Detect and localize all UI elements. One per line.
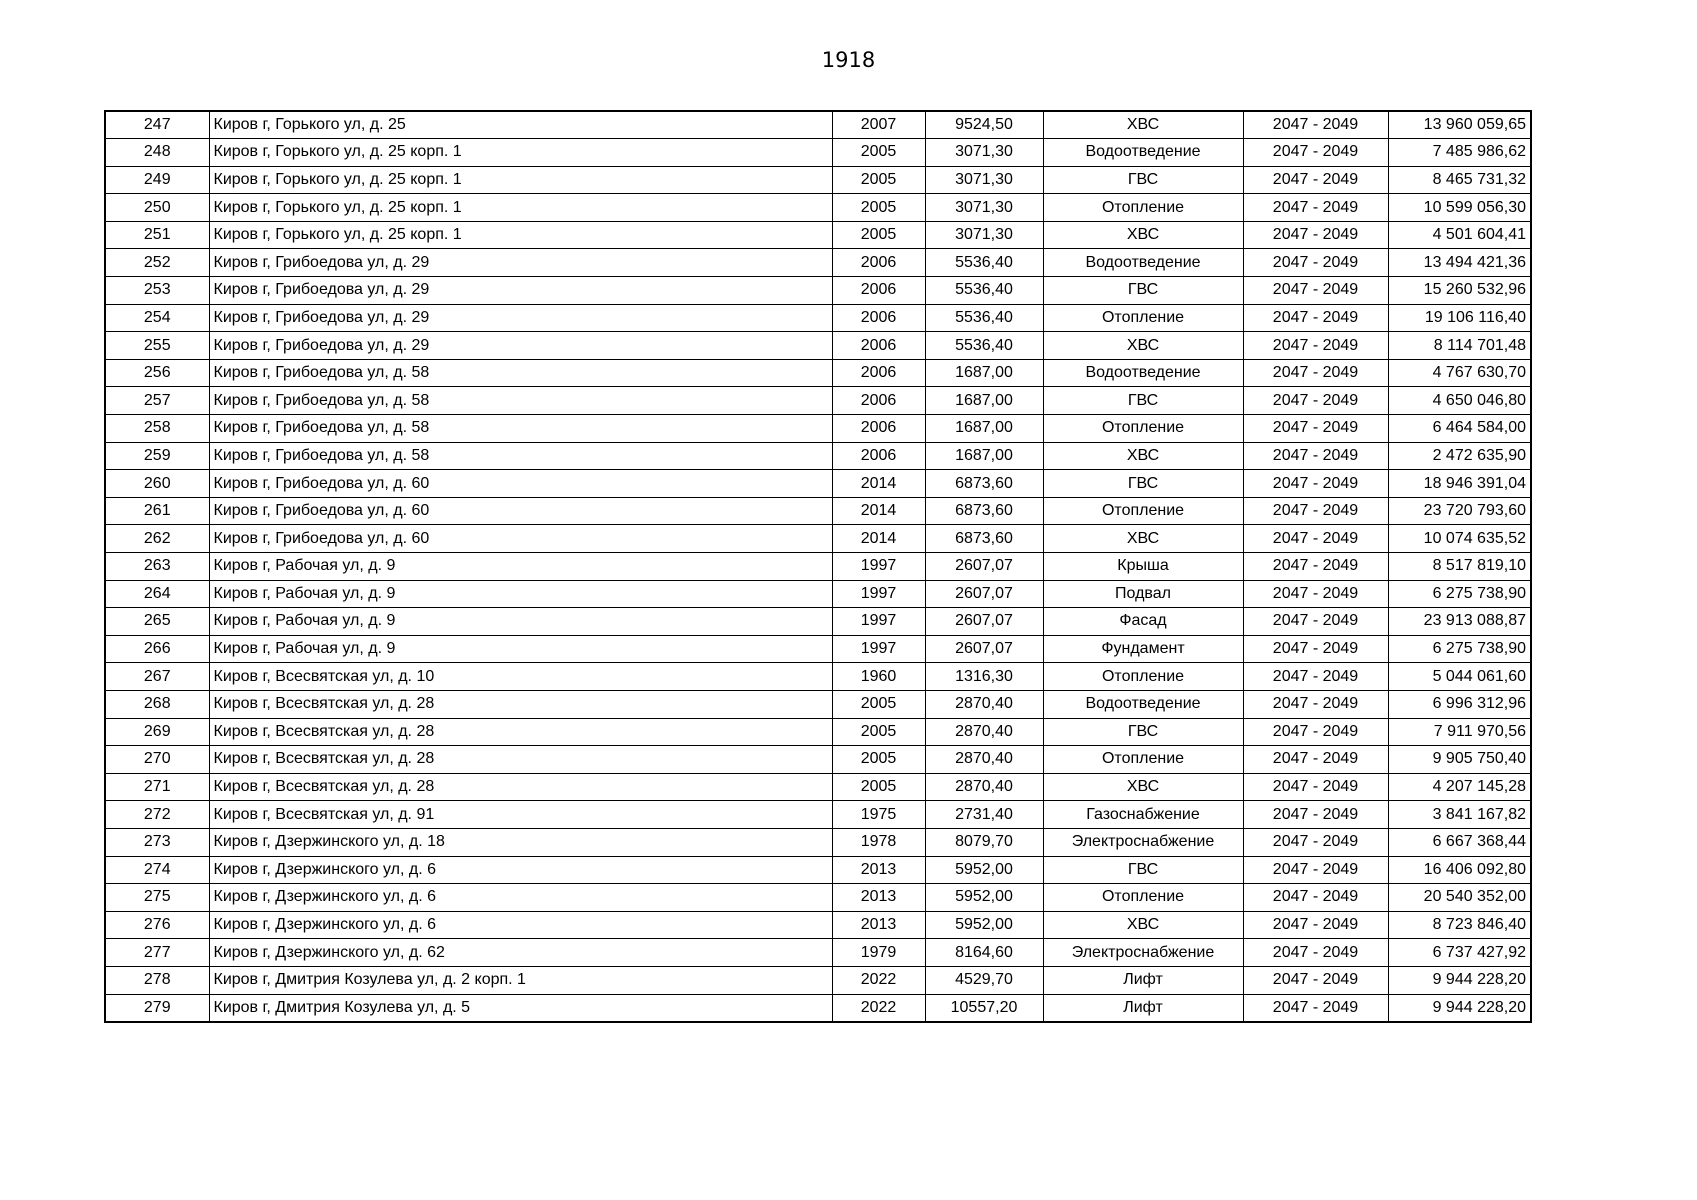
build-year-cell: 2005 [832, 718, 925, 746]
row-number-cell: 265 [105, 608, 209, 636]
period-cell: 2047 - 2049 [1243, 359, 1388, 387]
table-row [105, 139, 1531, 167]
table-row [105, 387, 1531, 415]
cost-cell: 7 485 986,62 [1388, 139, 1531, 167]
table-body [105, 111, 1531, 1022]
period-cell: 2047 - 2049 [1243, 304, 1388, 332]
build-year-cell: 2013 [832, 856, 925, 884]
address-cell: Киров г, Грибоедова ул, д. 29 [209, 277, 832, 305]
table-row [105, 497, 1531, 525]
work-type-cell: Водоотведение [1043, 139, 1243, 167]
build-year-cell: 2022 [832, 994, 925, 1022]
cost-cell: 3 841 167,82 [1388, 801, 1531, 829]
area-cell: 8164,60 [925, 939, 1043, 967]
address-cell: Киров г, Дзержинского ул, д. 62 [209, 939, 832, 967]
row-number-cell: 275 [105, 884, 209, 912]
cost-cell: 8 517 819,10 [1388, 553, 1531, 581]
table-row [105, 773, 1531, 801]
area-cell: 10557,20 [925, 994, 1043, 1022]
build-year-cell: 2005 [832, 746, 925, 774]
row-number-cell: 269 [105, 718, 209, 746]
work-type-cell: Водоотведение [1043, 249, 1243, 277]
cost-cell: 9 905 750,40 [1388, 746, 1531, 774]
build-year-cell: 2005 [832, 773, 925, 801]
period-cell: 2047 - 2049 [1243, 801, 1388, 829]
area-cell: 1687,00 [925, 442, 1043, 470]
cost-cell: 8 114 701,48 [1388, 332, 1531, 360]
build-year-cell: 1979 [832, 939, 925, 967]
area-cell: 2870,40 [925, 718, 1043, 746]
work-type-cell: Электроснабжение [1043, 828, 1243, 856]
address-cell: Киров г, Рабочая ул, д. 9 [209, 553, 832, 581]
work-type-cell: Отопление [1043, 663, 1243, 691]
work-type-cell: ГВС [1043, 387, 1243, 415]
cost-cell: 6 667 368,44 [1388, 828, 1531, 856]
cost-cell: 7 911 970,56 [1388, 718, 1531, 746]
period-cell: 2047 - 2049 [1243, 497, 1388, 525]
work-type-cell: Отопление [1043, 415, 1243, 443]
table-row [105, 442, 1531, 470]
address-cell: Киров г, Грибоедова ул, д. 60 [209, 497, 832, 525]
area-cell: 2870,40 [925, 746, 1043, 774]
build-year-cell: 2005 [832, 690, 925, 718]
cost-cell: 9 944 228,20 [1388, 966, 1531, 994]
page-number: 1918 [821, 48, 876, 72]
table-row [105, 718, 1531, 746]
table-row [105, 304, 1531, 332]
cost-cell: 10 599 056,30 [1388, 194, 1531, 222]
period-cell: 2047 - 2049 [1243, 332, 1388, 360]
build-year-cell: 1978 [832, 828, 925, 856]
cost-cell: 8 465 731,32 [1388, 166, 1531, 194]
build-year-cell: 2005 [832, 221, 925, 249]
build-year-cell: 2013 [832, 884, 925, 912]
table-row [105, 111, 1531, 139]
period-cell: 2047 - 2049 [1243, 194, 1388, 222]
address-cell: Киров г, Горького ул, д. 25 корп. 1 [209, 166, 832, 194]
work-type-cell: ХВС [1043, 911, 1243, 939]
table-row [105, 359, 1531, 387]
table-row [105, 663, 1531, 691]
build-year-cell: 1975 [832, 801, 925, 829]
area-cell: 1316,30 [925, 663, 1043, 691]
row-number-cell: 254 [105, 304, 209, 332]
cost-cell: 13 960 059,65 [1388, 111, 1531, 139]
table-row [105, 884, 1531, 912]
period-cell: 2047 - 2049 [1243, 663, 1388, 691]
build-year-cell: 2006 [832, 304, 925, 332]
period-cell: 2047 - 2049 [1243, 580, 1388, 608]
period-cell: 2047 - 2049 [1243, 221, 1388, 249]
row-number-cell: 249 [105, 166, 209, 194]
work-type-cell: Отопление [1043, 497, 1243, 525]
row-number-cell: 258 [105, 415, 209, 443]
address-cell: Киров г, Грибоедова ул, д. 29 [209, 249, 832, 277]
table-row [105, 249, 1531, 277]
row-number-cell: 255 [105, 332, 209, 360]
table-row [105, 525, 1531, 553]
area-cell: 5536,40 [925, 304, 1043, 332]
period-cell: 2047 - 2049 [1243, 690, 1388, 718]
row-number-cell: 266 [105, 635, 209, 663]
period-cell: 2047 - 2049 [1243, 277, 1388, 305]
period-cell: 2047 - 2049 [1243, 828, 1388, 856]
work-type-cell: Отопление [1043, 304, 1243, 332]
table-row [105, 801, 1531, 829]
build-year-cell: 2014 [832, 470, 925, 498]
build-year-cell: 1960 [832, 663, 925, 691]
row-number-cell: 262 [105, 525, 209, 553]
work-type-cell: Электроснабжение [1043, 939, 1243, 967]
build-year-cell: 1997 [832, 635, 925, 663]
work-type-cell: ХВС [1043, 221, 1243, 249]
period-cell: 2047 - 2049 [1243, 442, 1388, 470]
area-cell: 6873,60 [925, 470, 1043, 498]
build-year-cell: 1997 [832, 553, 925, 581]
build-year-cell: 1997 [832, 580, 925, 608]
table-row [105, 856, 1531, 884]
table-row [105, 635, 1531, 663]
address-cell: Киров г, Всесвятская ул, д. 28 [209, 746, 832, 774]
cost-cell: 4 650 046,80 [1388, 387, 1531, 415]
work-type-cell: ГВС [1043, 277, 1243, 305]
period-cell: 2047 - 2049 [1243, 139, 1388, 167]
address-cell: Киров г, Грибоедова ул, д. 58 [209, 415, 832, 443]
period-cell: 2047 - 2049 [1243, 773, 1388, 801]
build-year-cell: 2014 [832, 497, 925, 525]
row-number-cell: 259 [105, 442, 209, 470]
row-number-cell: 271 [105, 773, 209, 801]
period-cell: 2047 - 2049 [1243, 608, 1388, 636]
build-year-cell: 2022 [832, 966, 925, 994]
table-row [105, 166, 1531, 194]
row-number-cell: 263 [105, 553, 209, 581]
row-number-cell: 267 [105, 663, 209, 691]
cost-cell: 6 996 312,96 [1388, 690, 1531, 718]
address-cell: Киров г, Грибоедова ул, д. 60 [209, 525, 832, 553]
row-number-cell: 278 [105, 966, 209, 994]
address-cell: Киров г, Рабочая ул, д. 9 [209, 608, 832, 636]
area-cell: 2607,07 [925, 635, 1043, 663]
build-year-cell: 2005 [832, 139, 925, 167]
area-cell: 1687,00 [925, 387, 1043, 415]
row-number-cell: 260 [105, 470, 209, 498]
work-type-cell: Лифт [1043, 994, 1243, 1022]
period-cell: 2047 - 2049 [1243, 553, 1388, 581]
cost-cell: 2 472 635,90 [1388, 442, 1531, 470]
build-year-cell: 2014 [832, 525, 925, 553]
address-cell: Киров г, Дзержинского ул, д. 6 [209, 884, 832, 912]
cost-cell: 16 406 092,80 [1388, 856, 1531, 884]
work-type-cell: ХВС [1043, 332, 1243, 360]
work-type-cell: Водоотведение [1043, 359, 1243, 387]
table-row [105, 828, 1531, 856]
repair-schedule-table [104, 110, 1532, 1023]
row-number-cell: 272 [105, 801, 209, 829]
work-type-cell: ХВС [1043, 442, 1243, 470]
table-row [105, 580, 1531, 608]
area-cell: 2870,40 [925, 690, 1043, 718]
cost-cell: 8 723 846,40 [1388, 911, 1531, 939]
address-cell: Киров г, Всесвятская ул, д. 28 [209, 690, 832, 718]
cost-cell: 4 767 630,70 [1388, 359, 1531, 387]
cost-cell: 20 540 352,00 [1388, 884, 1531, 912]
table-row [105, 221, 1531, 249]
build-year-cell: 2006 [832, 415, 925, 443]
work-type-cell: Подвал [1043, 580, 1243, 608]
work-type-cell: Лифт [1043, 966, 1243, 994]
period-cell: 2047 - 2049 [1243, 994, 1388, 1022]
period-cell: 2047 - 2049 [1243, 387, 1388, 415]
build-year-cell: 2006 [832, 277, 925, 305]
row-number-cell: 252 [105, 249, 209, 277]
table-row [105, 994, 1531, 1022]
area-cell: 5536,40 [925, 332, 1043, 360]
cost-cell: 6 464 584,00 [1388, 415, 1531, 443]
address-cell: Киров г, Грибоедова ул, д. 29 [209, 332, 832, 360]
area-cell: 8079,70 [925, 828, 1043, 856]
build-year-cell: 2006 [832, 387, 925, 415]
period-cell: 2047 - 2049 [1243, 718, 1388, 746]
address-cell: Киров г, Дзержинского ул, д. 6 [209, 911, 832, 939]
address-cell: Киров г, Всесвятская ул, д. 10 [209, 663, 832, 691]
address-cell: Киров г, Грибоедова ул, д. 60 [209, 470, 832, 498]
row-number-cell: 253 [105, 277, 209, 305]
address-cell: Киров г, Грибоедова ул, д. 58 [209, 359, 832, 387]
period-cell: 2047 - 2049 [1243, 635, 1388, 663]
row-number-cell: 264 [105, 580, 209, 608]
build-year-cell: 2005 [832, 166, 925, 194]
cost-cell: 10 074 635,52 [1388, 525, 1531, 553]
cost-cell: 6 275 738,90 [1388, 635, 1531, 663]
work-type-cell: ГВС [1043, 166, 1243, 194]
area-cell: 1687,00 [925, 359, 1043, 387]
build-year-cell: 2007 [832, 111, 925, 139]
row-number-cell: 270 [105, 746, 209, 774]
cost-cell: 23 720 793,60 [1388, 497, 1531, 525]
area-cell: 2870,40 [925, 773, 1043, 801]
period-cell: 2047 - 2049 [1243, 939, 1388, 967]
build-year-cell: 2006 [832, 442, 925, 470]
row-number-cell: 279 [105, 994, 209, 1022]
build-year-cell: 1997 [832, 608, 925, 636]
table-row [105, 911, 1531, 939]
cost-cell: 18 946 391,04 [1388, 470, 1531, 498]
address-cell: Киров г, Всесвятская ул, д. 28 [209, 718, 832, 746]
table-row [105, 470, 1531, 498]
work-type-cell: ХВС [1043, 111, 1243, 139]
address-cell: Киров г, Дмитрия Козулева ул, д. 2 корп. 1 [209, 966, 832, 994]
work-type-cell: Газоснабжение [1043, 801, 1243, 829]
row-number-cell: 251 [105, 221, 209, 249]
address-cell: Киров г, Грибоедова ул, д. 58 [209, 387, 832, 415]
work-type-cell: ГВС [1043, 470, 1243, 498]
build-year-cell: 2005 [832, 194, 925, 222]
period-cell: 2047 - 2049 [1243, 746, 1388, 774]
table-row [105, 332, 1531, 360]
area-cell: 9524,50 [925, 111, 1043, 139]
table-row [105, 415, 1531, 443]
build-year-cell: 2006 [832, 249, 925, 277]
address-cell: Киров г, Всесвятская ул, д. 91 [209, 801, 832, 829]
address-cell: Киров г, Дзержинского ул, д. 6 [209, 856, 832, 884]
cost-cell: 23 913 088,87 [1388, 608, 1531, 636]
period-cell: 2047 - 2049 [1243, 249, 1388, 277]
area-cell: 2607,07 [925, 608, 1043, 636]
address-cell: Киров г, Всесвятская ул, д. 28 [209, 773, 832, 801]
address-cell: Киров г, Дмитрия Козулева ул, д. 5 [209, 994, 832, 1022]
cost-cell: 6 737 427,92 [1388, 939, 1531, 967]
address-cell: Киров г, Рабочая ул, д. 9 [209, 580, 832, 608]
cost-cell: 6 275 738,90 [1388, 580, 1531, 608]
row-number-cell: 257 [105, 387, 209, 415]
period-cell: 2047 - 2049 [1243, 966, 1388, 994]
cost-cell: 13 494 421,36 [1388, 249, 1531, 277]
table-row [105, 608, 1531, 636]
row-number-cell: 273 [105, 828, 209, 856]
work-type-cell: Фасад [1043, 608, 1243, 636]
period-cell: 2047 - 2049 [1243, 525, 1388, 553]
work-type-cell: Водоотведение [1043, 690, 1243, 718]
row-number-cell: 268 [105, 690, 209, 718]
period-cell: 2047 - 2049 [1243, 415, 1388, 443]
row-number-cell: 274 [105, 856, 209, 884]
address-cell: Киров г, Горького ул, д. 25 корп. 1 [209, 221, 832, 249]
cost-cell: 9 944 228,20 [1388, 994, 1531, 1022]
table-row [105, 939, 1531, 967]
area-cell: 3071,30 [925, 221, 1043, 249]
address-cell: Киров г, Горького ул, д. 25 [209, 111, 832, 139]
area-cell: 6873,60 [925, 497, 1043, 525]
area-cell: 1687,00 [925, 415, 1043, 443]
area-cell: 3071,30 [925, 166, 1043, 194]
area-cell: 5952,00 [925, 884, 1043, 912]
table-row [105, 553, 1531, 581]
row-number-cell: 277 [105, 939, 209, 967]
table-row [105, 966, 1531, 994]
build-year-cell: 2006 [832, 359, 925, 387]
area-cell: 5952,00 [925, 856, 1043, 884]
build-year-cell: 2006 [832, 332, 925, 360]
area-cell: 5536,40 [925, 277, 1043, 305]
cost-cell: 15 260 532,96 [1388, 277, 1531, 305]
period-cell: 2047 - 2049 [1243, 856, 1388, 884]
work-type-cell: ХВС [1043, 525, 1243, 553]
address-cell: Киров г, Грибоедова ул, д. 29 [209, 304, 832, 332]
period-cell: 2047 - 2049 [1243, 884, 1388, 912]
table-row [105, 746, 1531, 774]
row-number-cell: 247 [105, 111, 209, 139]
period-cell: 2047 - 2049 [1243, 111, 1388, 139]
work-type-cell: Отопление [1043, 194, 1243, 222]
period-cell: 2047 - 2049 [1243, 470, 1388, 498]
area-cell: 2731,40 [925, 801, 1043, 829]
address-cell: Киров г, Грибоедова ул, д. 58 [209, 442, 832, 470]
address-cell: Киров г, Дзержинского ул, д. 18 [209, 828, 832, 856]
cost-cell: 4 501 604,41 [1388, 221, 1531, 249]
address-cell: Киров г, Горького ул, д. 25 корп. 1 [209, 194, 832, 222]
work-type-cell: Фундамент [1043, 635, 1243, 663]
address-cell: Киров г, Горького ул, д. 25 корп. 1 [209, 139, 832, 167]
table-row [105, 194, 1531, 222]
period-cell: 2047 - 2049 [1243, 166, 1388, 194]
row-number-cell: 261 [105, 497, 209, 525]
area-cell: 6873,60 [925, 525, 1043, 553]
area-cell: 2607,07 [925, 553, 1043, 581]
table-row [105, 277, 1531, 305]
row-number-cell: 248 [105, 139, 209, 167]
work-type-cell: ГВС [1043, 718, 1243, 746]
area-cell: 3071,30 [925, 139, 1043, 167]
row-number-cell: 276 [105, 911, 209, 939]
work-type-cell: ГВС [1043, 856, 1243, 884]
cost-cell: 4 207 145,28 [1388, 773, 1531, 801]
area-cell: 3071,30 [925, 194, 1043, 222]
area-cell: 5536,40 [925, 249, 1043, 277]
work-type-cell: Крыша [1043, 553, 1243, 581]
cost-cell: 5 044 061,60 [1388, 663, 1531, 691]
area-cell: 4529,70 [925, 966, 1043, 994]
address-cell: Киров г, Рабочая ул, д. 9 [209, 635, 832, 663]
work-type-cell: Отопление [1043, 884, 1243, 912]
cost-cell: 19 106 116,40 [1388, 304, 1531, 332]
row-number-cell: 256 [105, 359, 209, 387]
work-type-cell: ХВС [1043, 773, 1243, 801]
period-cell: 2047 - 2049 [1243, 911, 1388, 939]
build-year-cell: 2013 [832, 911, 925, 939]
area-cell: 5952,00 [925, 911, 1043, 939]
table-row [105, 690, 1531, 718]
work-type-cell: Отопление [1043, 746, 1243, 774]
area-cell: 2607,07 [925, 580, 1043, 608]
row-number-cell: 250 [105, 194, 209, 222]
